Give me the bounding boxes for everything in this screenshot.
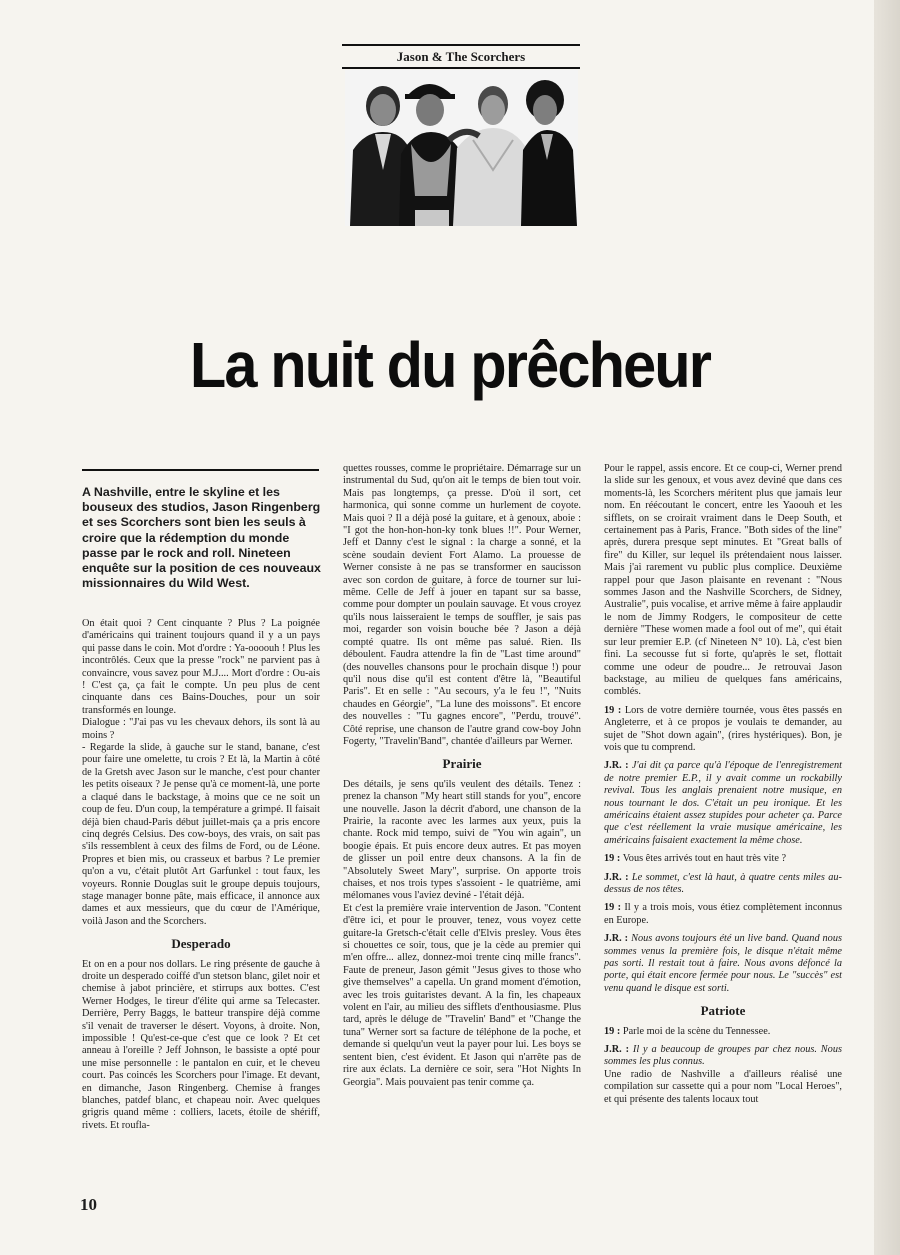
question-text: Parle moi de la scène du Tennessee. xyxy=(620,1025,771,1037)
section-heading-prairie: Prairie xyxy=(442,756,482,772)
speaker-label: 19 : xyxy=(604,902,622,914)
interview-answer xyxy=(604,933,842,995)
page-edge xyxy=(874,0,900,1255)
paragraph: - Regarde la slide, à gauche sur le stand, banane, c'est pour faire une omelette, tu crois ? Et là, la Martin à côté de la Gretsh avec Jason sur le manche, c'est pour chanter les petits oiseaux ? Je pense qu'à ce moment-là, une porte a claqué dans le backstage, à moins que ce ne soit un coup de feu. D'un coup, la température a grimpé. Il faisait déjà bien chaud-Paris début juillet-mais ça a pris encore cinq degrés Celsius. Des cow-boys, des vrais, on sait pas s'ils ressemblent à ceux des films de Ford, ou de Léone. Propres et bien mis, ou crasseux et barbus ? Le premier qu'on a vu, c'était plutôt Art Garfunkel : tout faux, les voyeurs. Ronnie Douglas suit le groupe depuis toujours, stage manager bonne pâte, mais efficace, il annonce aux dames et aux messieurs, que du cœur de l'Amérique, voilà Jason and the Scorchers. xyxy=(82,742,320,927)
interview-answer xyxy=(604,872,842,897)
article-title: La nuit du prêcheur xyxy=(189,329,711,401)
answer-text: J'ai dit ça parce qu'à l'époque de l'enregistrement de notre premier E.P., il y avait comme un rockabilly revival. Tous les anglais prenaient notre musique, en nous tournant le dos. C'était un peu ironique. Et les américains étaient assez stupides pour acheter ça. Parce que c'est réellement la vraie musique américaine, les américains faisaient exactement la même chose. xyxy=(604,760,842,846)
interview-answer xyxy=(604,760,842,847)
column-2 xyxy=(343,463,581,1089)
photo-caption: Jason & The Scorchers xyxy=(342,44,580,69)
interview-question xyxy=(604,902,842,927)
question-text: Lors de votre dernière tournée, vous êtes passés en Angleterre, et à ce propos je voulais te demander, au sujet de "Shot down again", (rires hystériques). Bon, je vois que tu comprend. xyxy=(604,704,842,753)
speaker-label: J.R. : xyxy=(604,871,629,883)
paragraph: On était quoi ? Cent cinquante ? Plus ? La poignée d'américains qui trainent toujours quand il y a un pays qui passe dans le coin. Mot d'ordre : Ya-oooouh ! Plus les incontrôlés. Ceux que la presse "rock" ne parvient pas à convaincre, vous savez pour M.J.... Mort d'ordre : Ou-ais ! C'est ça, ça fait le compte. Un peu plus de cent cinquante dans ces Bains-Douches, pour un soir transformés en lounge. xyxy=(82,618,320,716)
answer-text: Le sommet, c'est là haut, à quatre cents miles au-dessus de nos têtes. xyxy=(604,871,842,895)
paragraph: Et on en a pour nos dollars. Le ring présente de gauche à droite un desperado coiffé d'un stetson blanc, gilet noir et chemise à jabot princière, et stirrups aux bottes. C'est Werner Hodges, le tireur d'élite qui arme sa Telecaster. Derrière, Perry Baggs, le batteur transpire déjà comme s'il venait de traverser le désert. Voyons, à droite. Non, impossible ! Qu'est-ce-que c'est que ce look ? Et cet anneau à l'oreille ? Jeff Johnson, le bassiste a opté pour une mise personnelle : le pantalon en cuir, et le cheveu court. Pas coincés les Scorchers pour l'image. Et devant, en dimanche, Jason Ringenberg. Chemise à franges blanches, patdef blanc, et chapeau noir. Avec quelques grigris quand même : colliers, lacets, étoile de shériff, rivets. Et roufla- xyxy=(82,958,320,1131)
speaker-label: 19 : xyxy=(604,704,622,716)
interview-question xyxy=(604,1026,842,1038)
speaker-label: J.R. : xyxy=(604,760,629,772)
paragraph: Dialogue : "J'ai pas vu les chevaux dehors, ils sont là au moins ? xyxy=(82,717,320,741)
page-number: 10 xyxy=(80,1195,97,1214)
paragraph: quettes rousses, comme le propriétaire. Démarrage sur un instrumental du Sud, qu'on ait le temps de bien tout voir. Mais pas longtemps, ça presse. D'où il sort, cet harmonica, qui sonne comme un hurlement de coyote. Mais quoi ? Il a déjà posé la guitare, et à genoux, aboie : "I got the hon-hon-hon-ky tonk blues !!". Pour Werner, Jeff et Danny c'est le signal : la charge a sonné, et la scène soudain devient Fort Alamo. La prouesse de Werner consiste à ne pas se transformer en saucisson avec son cordon de guitare, à force de tourner sur lui-même. Celle de Jeff à jouer en tapant sur sa basse, comme pour dompter un poulain sauvage. Et vous croyez qu'ils nous laisseraient le temps de souffler, je sais pas moi, regarder son voisin bouche bée ? Jason a déjà compté quatre. Ils ont même pas salué. Rien. Ils déboulent. Faudra attendre la fin de "Last time around" (des nouvelles chansons pour le prochain disque !) pour qu'il nous dise qu'il est content d'être là, "Beautiful Paris". Et en selle : "Au secours, y'a le feu !", "Nuits chaudes en Géorgie", "La lune des moissons". Et encore des nouvelles : "Tu gagnes encore", "Perdu, trouvé". Côté reprise, une chanson de l'autre grand cow-boy John Fogerty, "Travelin'Band", chantée d'ailleurs par Werner. xyxy=(343,463,581,747)
column-3 xyxy=(604,463,842,1106)
interview-question xyxy=(604,853,842,865)
lead-rule xyxy=(82,469,319,471)
column-1 xyxy=(82,618,320,1132)
answer-text: Nous avons toujours été un live band. Quand nous sommes venus la première fois, le disque n'était même pas sorti. Il restait tout à faire. Nous avons défoncé la porte, qui était encore fermée pour nous. Le "succès" est venu quand le disque est sorti. xyxy=(604,933,842,994)
lead-paragraph: A Nashville, entre le skyline et les bouseux des studios, Jason Ringenberg et ses Scorchers sont bien les seuls à croire que la rédemption du monde passe par le rock and roll. Nineteen enquête sur la position de ces nouveaux missionnaires du Wild West. xyxy=(82,485,321,591)
speaker-label: 19 : xyxy=(604,853,621,865)
speaker-label: J.R. : xyxy=(604,1044,630,1056)
interview-question xyxy=(604,705,842,755)
interview-answer xyxy=(604,1044,842,1069)
question-text: Vous êtes arrivés tout en haut très vite ? xyxy=(620,853,787,865)
speaker-label: 19 : xyxy=(604,1025,621,1037)
question-text: Il y a trois mois, vous étiez complètement inconnus en Europe. xyxy=(604,902,842,926)
band-photo xyxy=(345,70,578,226)
section-heading-desperado: Desperado xyxy=(171,936,231,952)
section-heading-patriote: Patriote xyxy=(700,1003,746,1019)
answer-text: Il y a beaucoup de groupes par chez nous. Nous sommes les plus connus. xyxy=(604,1044,842,1068)
speaker-label: J.R. : xyxy=(604,933,629,945)
paragraph: Une radio de Nashville a d'ailleurs réalisé une compilation sur cassette qui a pour nom "Local Heroes", et qui présente des talents locaux tout xyxy=(604,1068,842,1105)
paragraph: Et c'est la première vraie intervention de Jason. "Content d'être ici, et pour le prouver, tenez, vous voyez cette guitare-la Gretsch-c'était celle d'Elvis presley. Vous êtes si chouettes ce soir, tous, que je la cède au premier qui m'en offre... allez, donnez-moi trente cinq mille francs". Faute de preneur, Jason gémit "Jesus gives to those who give themselves" a capella. Un grand moment d'émotion, avec les trois guitaristes devant. A la fin, les chapeaux volent en l'air, au milieu des sifflets d'enthousiasme. Plus tard, après le déluge de "Travelin' Band" et "Change the tuna" Werner sort sa facture de téléphone de la poche, et demande si quelqu'un veut la payer pour lui. Les boys se sentent bien, c'est évident. Et Jason qui n'arrête pas de rire aux éclats. La dernière ce soir, sera "Hot Nights In Georgia". Mais pouvaient pas tenir comme ça. xyxy=(343,902,581,1088)
paragraph: Des détails, je sens qu'ils veulent des détails. Tenez : prenez la chanson "My heart still stands for you", encore une nouvelle. Jason la décrit d'abord, une chanson de la Prairie, la raconte avec les larmes aux yeux, puis la chante. Rock mid tempo, suivi de "You win again", un boogie épais. Et puis encore deux autres. Et pas moyen de glisser un poil entre deux chansons. A la fin de "Absolutely Sweet Mary", surprise. On apporte trois chaises, et nos trois types s'assoient - le quatrième, ami mélomanes vous l'aviez deviné - l'était déjà. xyxy=(343,778,581,902)
paragraph: Pour le rappel, assis encore. Et ce coup-ci, Werner prend la slide sur les genoux, et vous avez deviné que dans ces moments-là, les Scorchers méritent plus que jamais leur nom. En réécoutant le concert, entre les Yaoouh et les sifflets, on se croirait vraiment dans le Deep South, et certainement pas à Paris, France. "Both sides of the line" après, durera presque sept minutes. Et "Great balls of fire" du Killer, sur lequel ils prétendaient nous laisser. Mais j'ai rarement vu public plus complice. Deuxième rappel pour que Jason plaisante en revenant : "Nous sommes Jason and the Nashville Scorchers, de Sidney, Australie", puis vocalise, et arrive même à faire applaudir le nom de Jimmy Rodgers, le compositeur de cette dernière "These women made a fool out of me", qui était sur leur premier E.P. (cf Nineteen N° 10). Là, c'est bien fini. La secousse fut si forte, qu'après le set, flottait comme une odeur de poudre... Je retrouvai Jason backstage, au milieu de quelques fans américains, comblés. xyxy=(604,463,842,698)
